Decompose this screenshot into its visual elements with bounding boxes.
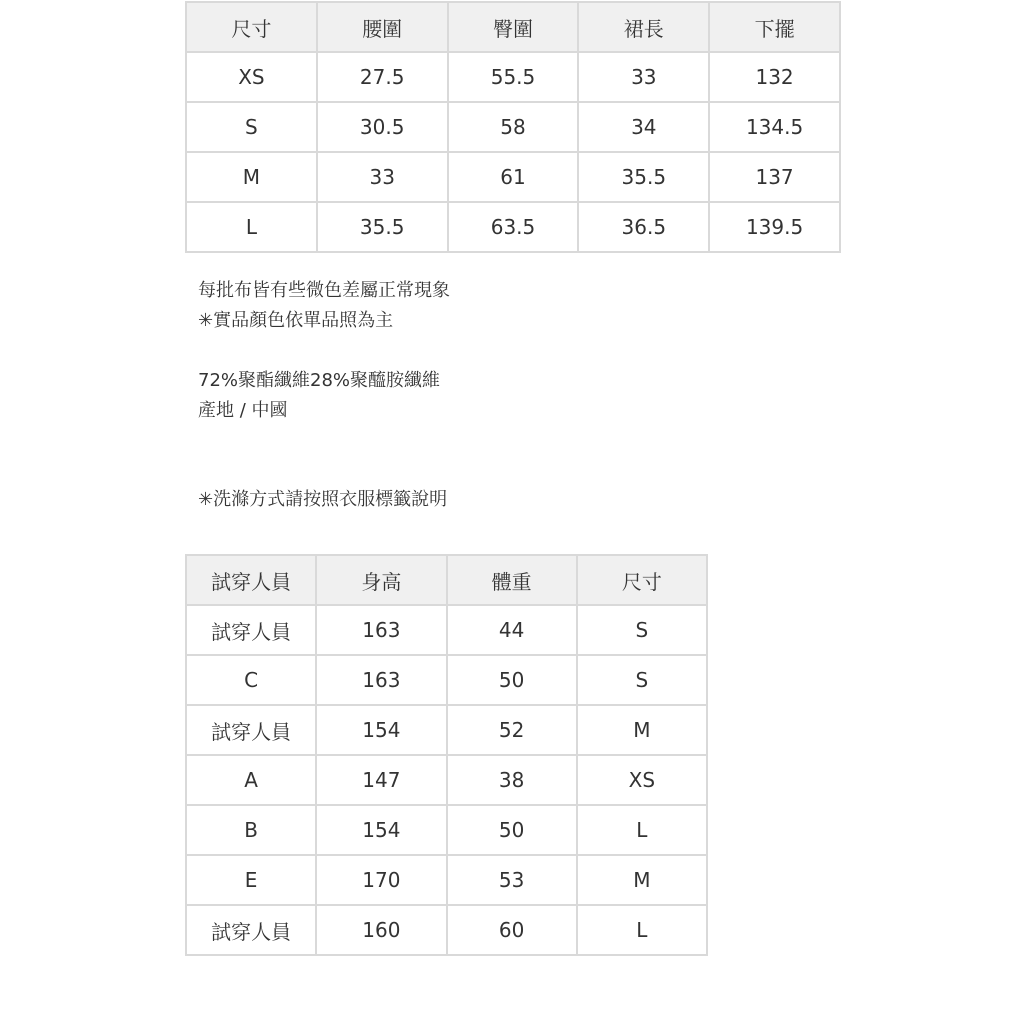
table-cell: 試穿人員 bbox=[186, 605, 316, 655]
table-cell: 50 bbox=[447, 655, 577, 705]
table-cell: M bbox=[577, 705, 707, 755]
table-row bbox=[186, 805, 707, 855]
color-variation-note: 每批布皆有些微色差屬正常現象 bbox=[198, 280, 450, 301]
table-cell: 137 bbox=[709, 152, 840, 202]
table-cell: 154 bbox=[316, 805, 446, 855]
table-cell: 38 bbox=[447, 755, 577, 805]
table-cell: A bbox=[186, 755, 316, 805]
table-cell: 60 bbox=[447, 905, 577, 955]
table-row bbox=[186, 52, 840, 102]
table-cell: M bbox=[577, 855, 707, 905]
header-waist: 腰圍 bbox=[317, 2, 448, 52]
table-cell: 50 bbox=[447, 805, 577, 855]
table-row bbox=[186, 655, 707, 705]
table-cell: 160 bbox=[316, 905, 446, 955]
care-instruction: ✳洗滌方式請按照衣服標籤說明 bbox=[198, 489, 448, 510]
table-row bbox=[186, 905, 707, 955]
size-chart-header-row bbox=[186, 2, 840, 52]
header-size: 尺寸 bbox=[577, 555, 707, 605]
material-notes bbox=[198, 366, 440, 426]
table-cell: 132 bbox=[709, 52, 840, 102]
table-row bbox=[186, 855, 707, 905]
table-cell: 33 bbox=[578, 52, 709, 102]
table-cell: M bbox=[186, 152, 317, 202]
table-cell: 36.5 bbox=[578, 202, 709, 252]
table-cell: 35.5 bbox=[317, 202, 448, 252]
table-row bbox=[186, 202, 840, 252]
table-cell: E bbox=[186, 855, 316, 905]
fitting-models-table bbox=[185, 554, 708, 956]
table-cell: 63.5 bbox=[448, 202, 579, 252]
table-cell: 170 bbox=[316, 855, 446, 905]
table-row bbox=[186, 605, 707, 655]
table-cell: B bbox=[186, 805, 316, 855]
table-row bbox=[186, 102, 840, 152]
header-skirt-length: 裙長 bbox=[578, 2, 709, 52]
fitting-header-row bbox=[186, 555, 707, 605]
table-cell: 52 bbox=[447, 705, 577, 755]
header-height: 身高 bbox=[316, 555, 446, 605]
table-cell: 試穿人員 bbox=[186, 705, 316, 755]
table-row bbox=[186, 152, 840, 202]
table-cell: 53 bbox=[447, 855, 577, 905]
table-cell: XS bbox=[577, 755, 707, 805]
table-row bbox=[186, 705, 707, 755]
country-of-origin: 產地 / 中國 bbox=[198, 400, 288, 421]
table-cell: 44 bbox=[447, 605, 577, 655]
table-cell: 61 bbox=[448, 152, 579, 202]
table-cell: 154 bbox=[316, 705, 446, 755]
table-cell: 163 bbox=[316, 605, 446, 655]
table-cell: S bbox=[577, 655, 707, 705]
header-size: 尺寸 bbox=[186, 2, 317, 52]
size-chart-table bbox=[185, 1, 841, 253]
header-weight: 體重 bbox=[447, 555, 577, 605]
table-cell: 134.5 bbox=[709, 102, 840, 152]
header-hem: 下擺 bbox=[709, 2, 840, 52]
header-hip: 臀圍 bbox=[448, 2, 579, 52]
table-cell: L bbox=[577, 805, 707, 855]
table-cell: L bbox=[577, 905, 707, 955]
table-cell: 35.5 bbox=[578, 152, 709, 202]
table-cell: 58 bbox=[448, 102, 579, 152]
care-notes bbox=[198, 485, 447, 515]
color-notes bbox=[198, 276, 450, 336]
table-cell: S bbox=[577, 605, 707, 655]
table-cell: 33 bbox=[317, 152, 448, 202]
table-cell: 試穿人員 bbox=[186, 905, 316, 955]
table-cell: 147 bbox=[316, 755, 446, 805]
table-cell: 139.5 bbox=[709, 202, 840, 252]
table-cell: S bbox=[186, 102, 317, 152]
table-cell: 27.5 bbox=[317, 52, 448, 102]
table-cell: 55.5 bbox=[448, 52, 579, 102]
table-cell: L bbox=[186, 202, 317, 252]
table-row bbox=[186, 755, 707, 805]
table-cell: 163 bbox=[316, 655, 446, 705]
table-cell: C bbox=[186, 655, 316, 705]
table-cell: 30.5 bbox=[317, 102, 448, 152]
header-model: 試穿人員 bbox=[186, 555, 316, 605]
product-color-note: ✳實品顏色依單品照為主 bbox=[198, 310, 394, 331]
table-cell: 34 bbox=[578, 102, 709, 152]
material-composition: 72%聚酯纖維28%聚醯胺纖維 bbox=[198, 370, 441, 391]
table-cell: XS bbox=[186, 52, 317, 102]
